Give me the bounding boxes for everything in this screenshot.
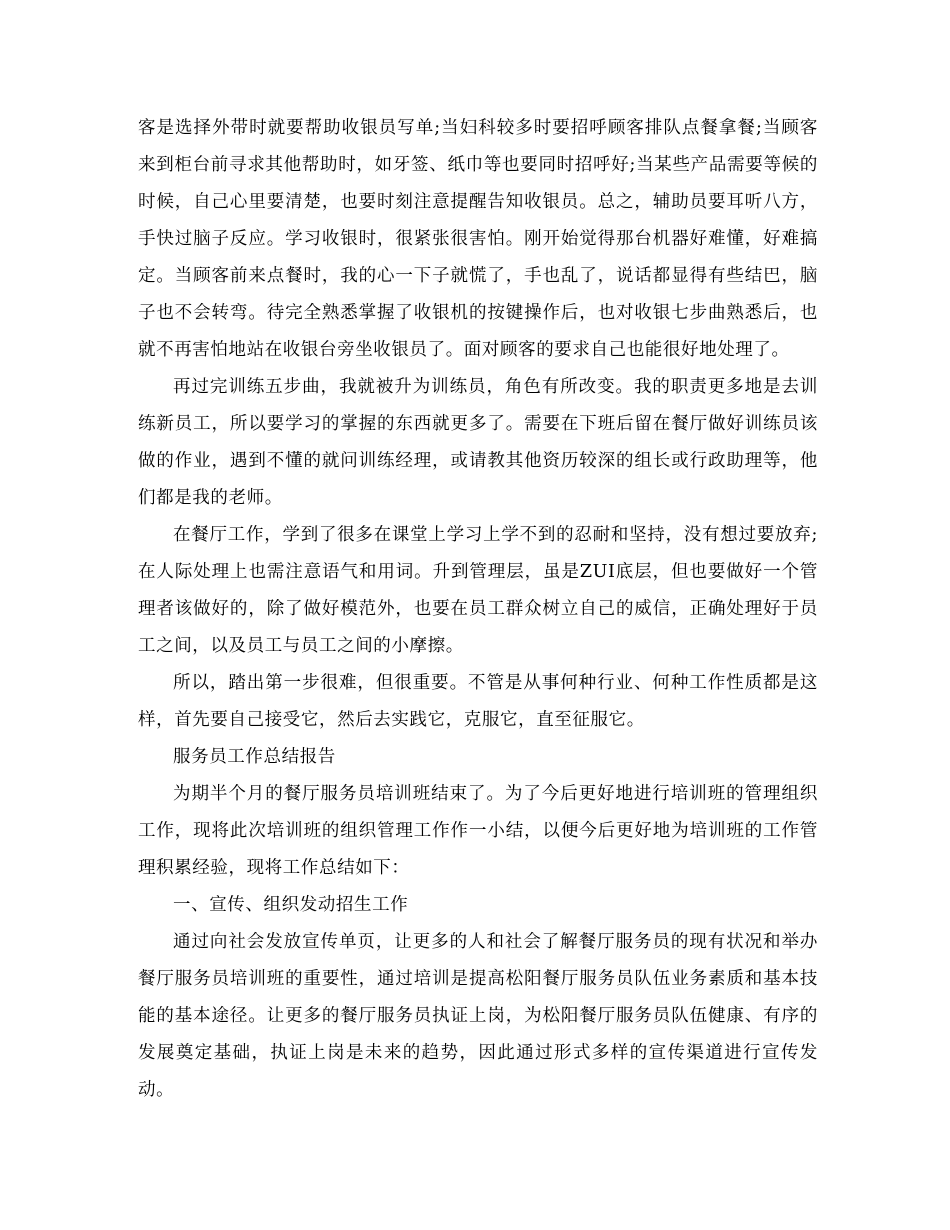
paragraph-trainer-role: 再过完训练五步曲，我就被升为训练员，角色有所改变。我的职责更多地是去训练新员工，所以要学习的掌握的东西就更多了。需要在下班后留在餐厅做好训练员该做的作业，遇到不懂的就问训练经理，或请教其他资历较深的组长或行政助理等，他们都是我的老师。	[138, 377, 818, 508]
paragraph-restaurant-lessons: 在餐厅工作，学到了很多在课堂上学习上学不到的忍耐和坚持，没有想过要放弃;在人际处理上也需注意语气和用词。升到管理层，虽是ZUI底层，但也要做好一个管理者该做好的，除了做好模范外，也要在员工群众树立自己的威信，正确处理好于员工之间，以及员工与员工之间的小摩擦。	[138, 525, 818, 656]
paragraph-training-summary: 为期半个月的餐厅服务员培训班结束了。为了今后更好地进行培训班的管理组织工作，现将此次培训班的组织管理工作作一小结，以便今后更好地为培训班的工作管理积累经验，现将工作总结如下：	[138, 784, 818, 878]
paragraph-publicity: 通过向社会发放宣传单页，让更多的人和社会了解餐厅服务员的现有状况和举办餐厅服务员培训班的重要性，通过培训是提高松阳餐厅服务员队伍业务素质和基本技能的基本途径。让更多的餐厅服务员执证上岗，为松阳餐厅服务员队伍健康、有序的发展奠定基础，执证上岗是未来的趋势，因此通过形式多样的宣传渠道进行宣传发动。	[138, 932, 818, 1100]
section-title-report: 服务员工作总结报告	[173, 747, 336, 767]
section-heading-publicity: 一、宣传、组织发动招生工作	[173, 895, 409, 915]
paragraph-first-step: 所以，踏出第一步很难，但很重要。不管是从事何种行业、何种工作性质都是这样，首先要自己接受它，然后去实践它，克服它，直至征服它。	[138, 673, 818, 730]
paragraph-continuation: 客是选择外带时就要帮助收银员写单;当妇科较多时要招呼顾客排队点餐拿餐;当顾客来到柜台前寻求其他帮助时，如牙签、纸巾等也要同时招呼好;当某些产品需要等候的时候，自己心里要清楚，也要时刻注意提醒告知收银员。总之，辅助员要耳听八方，手快过脑子反应。学习收银时，很紧张很害怕。刚开始觉得那台机器好难懂，好难搞定。当顾客前来点餐时，我的心一下子就慌了，手也乱了，说话都显得有些结巴，脑子也不会转弯。待完全熟悉掌握了收银机的按键操作后，也对收银七步曲熟悉后，也就不再害怕地站在收银台旁坐收银员了。面对顾客的要求自己也能很好地处理了。	[138, 118, 818, 360]
document-body	[138, 110, 818, 1109]
